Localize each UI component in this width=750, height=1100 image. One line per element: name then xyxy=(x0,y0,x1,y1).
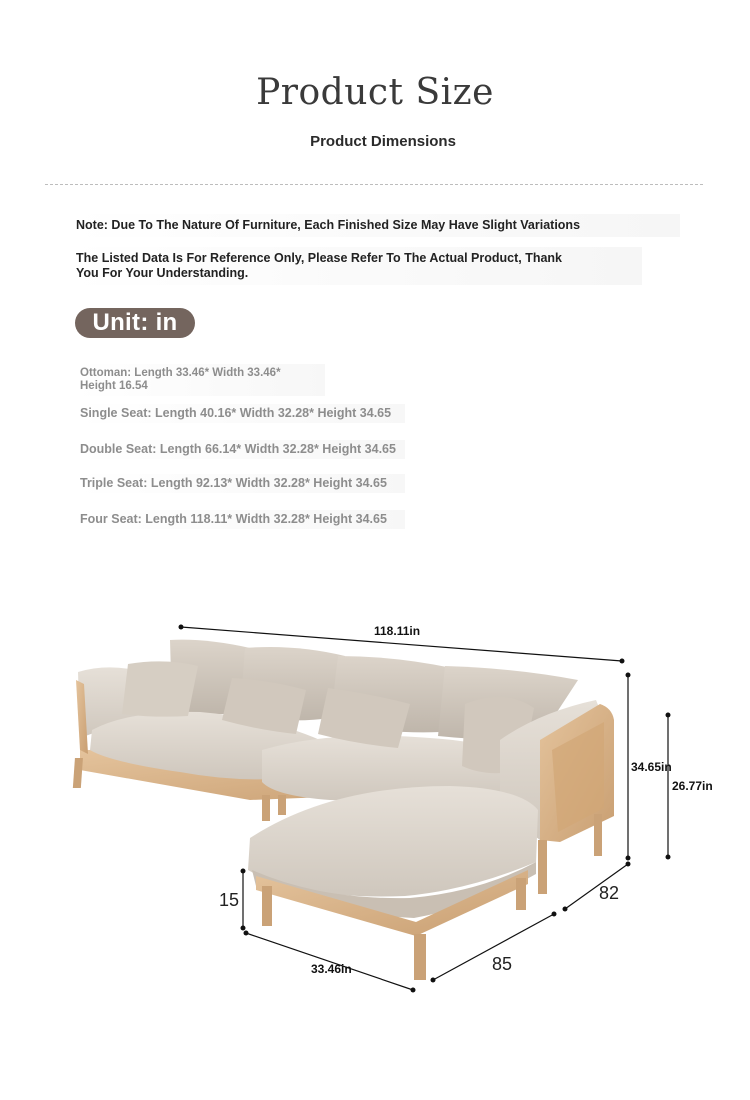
reference-note-line-1: The Listed Data Is For Reference Only, Please Refer To The Actual Product, Thank xyxy=(76,251,562,265)
ottoman-depth-label: 85 xyxy=(492,954,513,974)
spec-triple-seat: Triple Seat: Length 92.13* Width 32.28* Height 34.65 xyxy=(75,474,405,493)
spec-double-seat: Double Seat: Length 66.14* Width 32.28* Height 34.65 xyxy=(75,440,405,459)
spec-single-seat: Single Seat: Length 40.16* Width 32.28* Height 34.65 xyxy=(75,404,405,423)
unit-badge: Unit: in xyxy=(75,308,195,338)
page-title: Product Size xyxy=(256,72,494,113)
sofa-dimension-illustration xyxy=(0,600,750,1020)
reference-note-line-2: You For Your Understanding. xyxy=(76,266,249,280)
variation-note xyxy=(70,214,680,237)
spec-four-seat: Four Seat: Length 118.11* Width 32.28* Height 34.65 xyxy=(75,510,405,529)
total-height-label: 34.65in xyxy=(631,760,672,774)
arm-height-label: 26.77in xyxy=(672,779,713,793)
spec-ottoman-line-2: Height 16.54 xyxy=(80,380,148,392)
spec-ottoman-line-1: Ottoman: Length 33.46* Width 33.46* xyxy=(80,367,281,379)
sofa-image xyxy=(73,640,614,980)
reference-note xyxy=(70,247,642,285)
spec-ottoman xyxy=(75,364,325,396)
page-subtitle: Product Dimensions xyxy=(310,133,456,150)
total-length-label: 118.11in xyxy=(374,624,421,638)
dashed-divider xyxy=(45,184,703,185)
variation-note-text: Note: Due To The Nature Of Furniture, Each Finished Size May Have Slight Variations xyxy=(76,218,581,232)
seat-depth-label: 82 xyxy=(599,883,620,903)
ottoman-height-label: 15 xyxy=(219,890,240,910)
ottoman-length-label: 33.46in xyxy=(311,962,352,976)
